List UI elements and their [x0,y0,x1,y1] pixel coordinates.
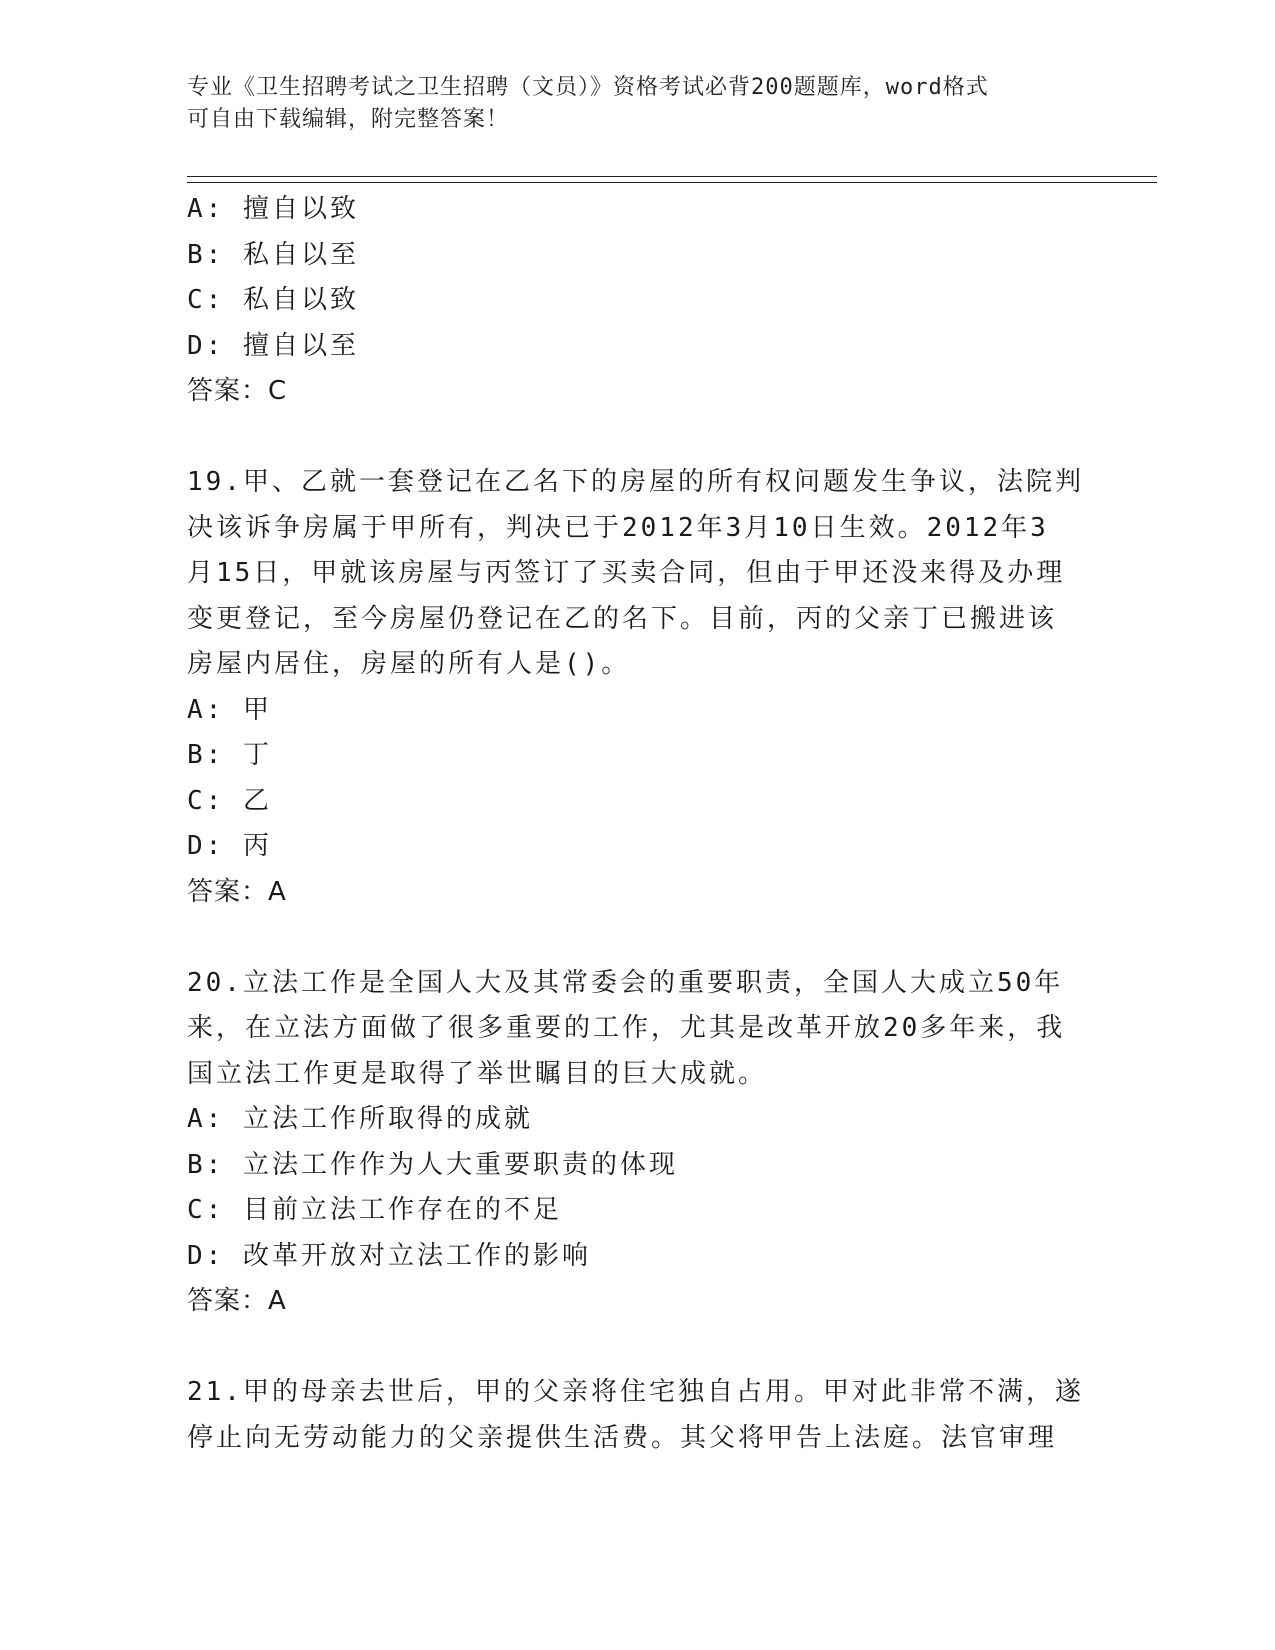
header-line-2: 可自由下载编辑，附完整答案！ [187,107,510,132]
option-c: C: 私自以致 [187,285,359,315]
question-stem-line: 来，在立法方面做了很多重要的工作，尤其是改革开放20多年来，我 [187,1013,1066,1043]
answer-line: 答案：C [187,376,288,406]
option-b: B: 私自以至 [187,239,359,270]
question-20 [187,961,1087,1325]
spacer [187,1325,1087,1371]
option-d: D: 丙 [187,831,272,861]
option-c: C: 乙 [187,785,272,816]
option-b: B: 立法工作作为人大重要职责的体现 [187,1149,678,1180]
document-header [187,72,1087,136]
question-18-options [187,187,1087,415]
option-d: D: 改革开放对立法工作的影响 [187,1240,591,1271]
question-stem-line: 停止向无劳动能力的父亲提供生活费。其父将甲告上法庭。法官审理 [187,1422,1058,1453]
question-stem-line: 国立法工作更是取得了举世瞩目的巨大成就。 [187,1058,768,1089]
question-stem-line: 月15日，甲就该房屋与丙签订了买卖合同，但由于甲还没来得及办理 [187,558,1066,588]
option-b: B: 丁 [187,740,272,770]
option-a: A: 擅自以致 [187,194,359,224]
question-stem-line: 19.甲、乙就一套登记在乙名下的房屋的所有权问题发生争议，法院判 [187,467,1084,497]
question-stem-line: 20.立法工作是全国人大及其常委会的重要职责，全国人大成立50年 [187,967,1064,998]
answer-line: 答案：A [187,1286,287,1316]
question-content [187,187,1087,1461]
question-19 [187,460,1087,915]
question-stem-line: 变更登记，至今房屋仍登记在乙的名下。目前，丙的父亲丁已搬进该 [187,603,1058,634]
header-line-1: 专业《卫生招聘考试之卫生招聘（文员）》资格考试必背200题题库，word格式 [187,75,989,100]
option-d: D: 擅自以至 [187,330,359,361]
spacer [187,415,1087,461]
option-c: C: 目前立法工作存在的不足 [187,1195,562,1225]
spacer [187,915,1087,961]
question-stem-line: 决该诉争房属于甲所有，判决已于2012年3月10日生效。2012年3 [187,512,1049,543]
option-a: A: 立法工作所取得的成就 [187,1104,533,1134]
question-stem-line: 21.甲的母亲去世后，甲的父亲将住宅独自占用。甲对此非常不满，遂 [187,1377,1084,1407]
question-21 [187,1370,1087,1461]
answer-line: 答案：A [187,876,287,907]
header-divider [187,176,1157,183]
option-a: A: 甲 [187,694,272,725]
question-stem-line: 房屋内居住，房屋的所有人是()。 [187,649,631,679]
